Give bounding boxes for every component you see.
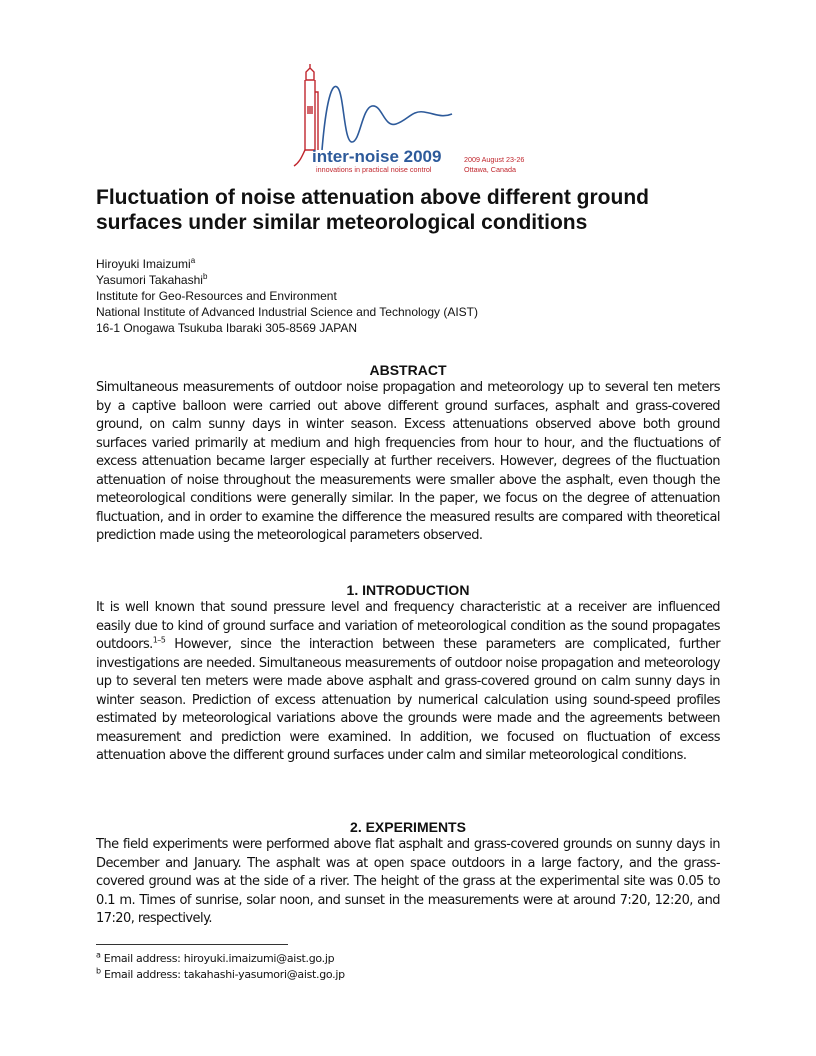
abstract-heading: ABSTRACT: [369, 362, 447, 378]
affiliation-line: Institute for Geo-Resources and Environment: [96, 289, 337, 303]
logo-tagline: innovations in practical noise control: [316, 165, 432, 174]
paper-title: Fluctuation of noise attenuation above different ground surfaces under similar meteorological conditions: [96, 186, 649, 234]
logo-date: 2009 August 23-26: [464, 155, 525, 164]
affiliation-line: National Institute of Advanced Industrial Science and Technology (AIST): [96, 305, 479, 319]
affiliation-line: 16-1 Onogawa Tsukuba Ibaraki 305-8569 JAPAN: [96, 321, 358, 335]
introduction-heading: 1. INTRODUCTION: [346, 582, 470, 598]
experiments-text: The field experiments were performed above flat asphalt and grass-covered grounds on sunny days in December and January. The asphalt was at open space outdoors in a large factory, and the grass-covered ground was at the side of a river. The height of the grass at the experimental site was 0.05 to 0.1 m. Times of sunrise, solar noon, and sunset in the measurements were at around 7:20, 12:20, and 17:20, respectively.: [96, 837, 720, 926]
author-name: Hiroyuki Imaizumi$^a$: [96, 256, 196, 271]
citation-ref: 1–5: [152, 635, 166, 645]
introduction-text: It is well known that sound pressure level and frequency characteristic at a receiver are influenced easily due to kind of ground surface and variation of meteorological condition as the sound propagates outdoors.$^{1-5}$ However, since the interaction between these parameters are complicated, further investigations are needed. Simultaneous measurements of outdoor noise propagation and meteorology up to several ten meters were made above asphalt and grass-covered ground on calm sunny days in winter season. Prediction of excess attenuation by numerical calculation using sound-speed profiles estimated by meteorological variations above the grounds were made and the agreements between measurement and prediction were examined. In addition, we focused on fluctuation of excess attenuation above the different ground surfaces under calm and similar meteorological conditions.: [96, 600, 720, 763]
footnote-a: $^a$ Email address: hiroyuki.imaizumi@aist.go.jp: [96, 950, 335, 965]
experiments-heading: 2. EXPERIMENTS: [350, 819, 466, 835]
footnote-divider: [96, 944, 288, 945]
footnote-mark: a: [190, 256, 196, 265]
footnote-mark: b: [202, 272, 208, 281]
footnote-b: $^b$ Email address: takahashi-yasumori@aist.go.jp: [96, 966, 345, 981]
abstract-text: Simultaneous measurements of outdoor noise propagation and meteorology up to several ten meters by a captive balloon were carried out above different ground surfaces, asphalt and grass-covered ground, on calm sunny days in winter season. Excess attenuations observed above both ground surfaces varied primarily at medium and high frequencies from hour to hour, and the fluctuations of excess attenuation became larger especially at further receivers. However, degrees of the fluctuation attenuation of noise throughout the measurements were smaller above the asphalt, even though the meteorological conditions were generally similar. In the paper, we focus on the degree of attenuation fluctuation, and in order to examine the difference the measured results are compared with theoretical prediction made using the meteorological parameters observed.: [96, 380, 720, 543]
sound-wave-icon: [322, 86, 452, 150]
logo-name: inter-noise 2009: [312, 147, 442, 166]
conference-logo: [292, 62, 552, 174]
author-name: Yasumori Takahashi$^b$: [96, 272, 208, 287]
logo-location: Ottawa, Canada: [464, 165, 516, 174]
author-block: [96, 256, 716, 336]
footnotes: [96, 951, 345, 983]
